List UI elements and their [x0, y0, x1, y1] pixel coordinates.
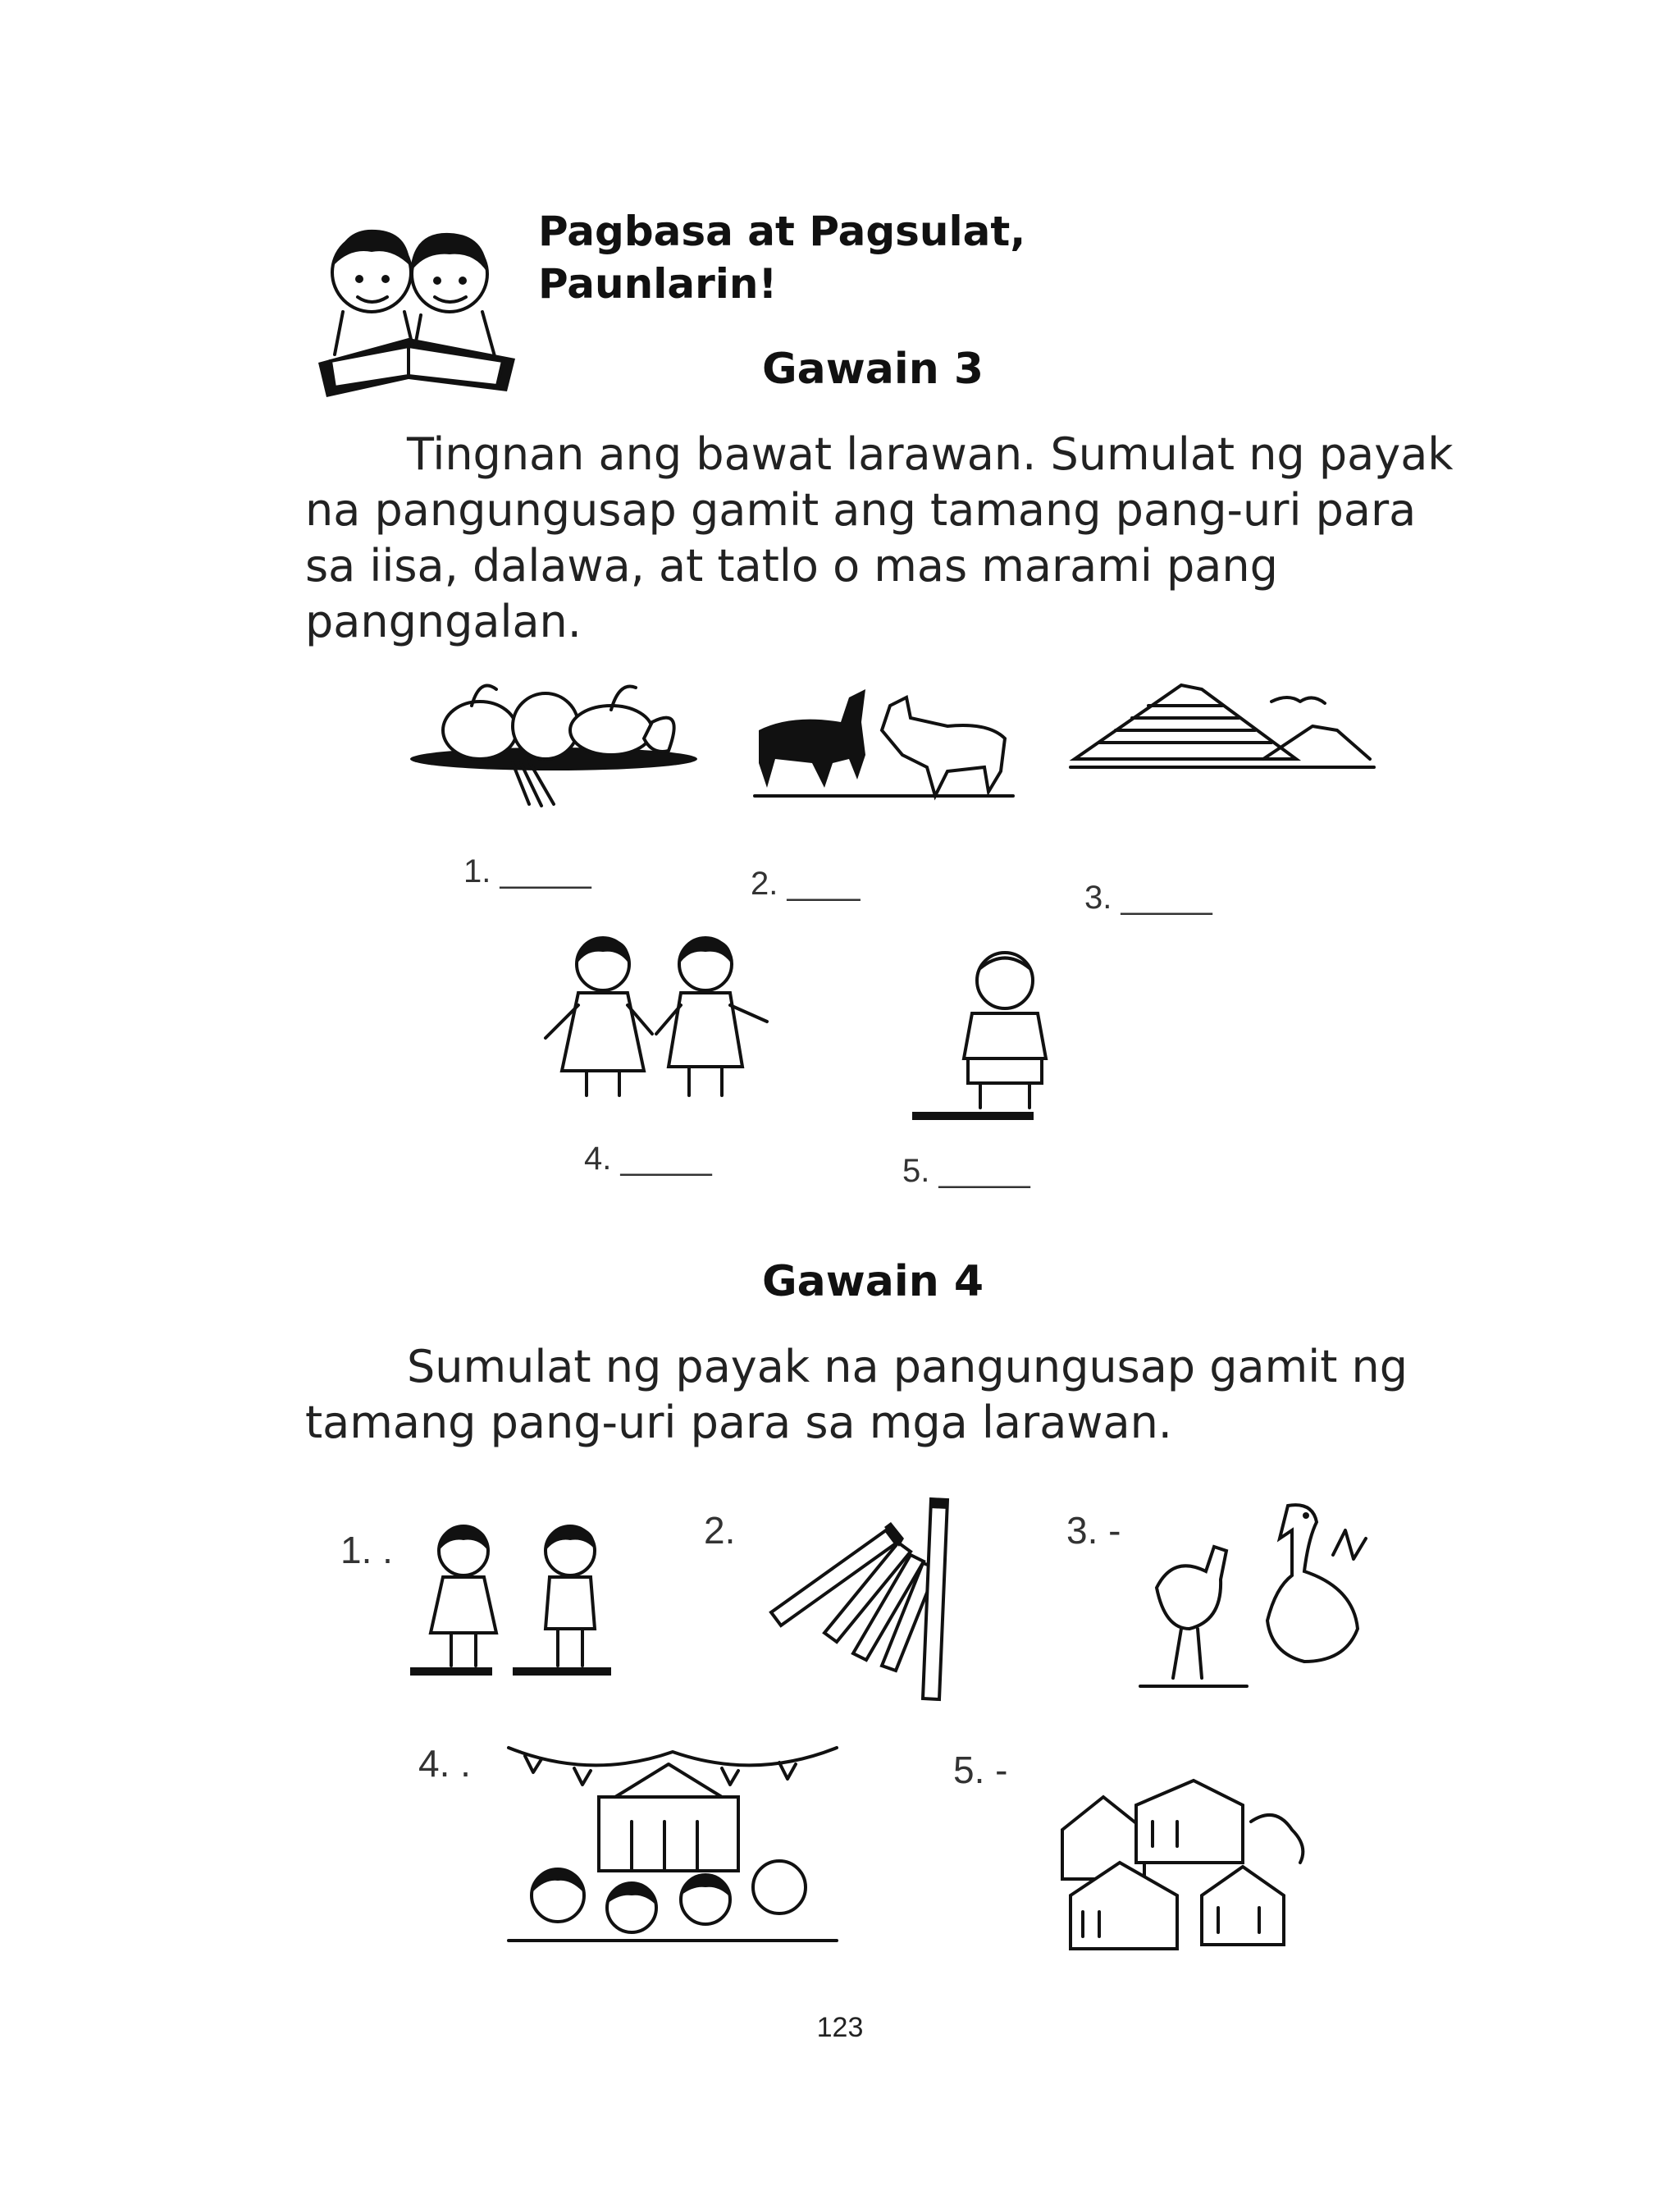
gawain3-item2-label: 2. ____ [751, 866, 861, 902]
page-number: 123 [816, 2012, 864, 2043]
module-title-line1: Pagbasa at Pagsulat, [538, 208, 1026, 255]
two-girls-image [529, 931, 792, 1104]
birds-image [1124, 1497, 1386, 1703]
boy-and-girl-students-image [406, 1518, 644, 1678]
gawain4-item1-label: 1. . [340, 1529, 393, 1571]
gawain4-instruction: Sumulat ng payak na pangungusap gamit ng tamang pang-uri para sa mga larawan. [305, 1341, 1408, 1448]
gawain3-instruction: Tingnan ang bawat larawan. Sumulat ng payak na pangungusap gamit ang tamang pang-uri para sa iisa, dalawa, at tatlo o mas marami pang pangngalan. [305, 428, 1454, 647]
vegetables-image [406, 673, 710, 812]
gawain4-item3-label: 3. - [1066, 1509, 1121, 1552]
horses-image [742, 681, 1021, 804]
module-title [538, 205, 1025, 310]
gawain4-item4-label: 4. . [418, 1742, 471, 1785]
gawain3-item3-label: 3. _____ [1084, 880, 1212, 916]
festival-crowd-image [509, 1731, 837, 1945]
mountain-image [1066, 669, 1378, 775]
pencils-image [763, 1497, 1009, 1703]
gawain4-title: Gawain 4 [761, 1257, 984, 1306]
gawain3-title: Gawain 3 [761, 345, 984, 394]
gawain3-item1-label: 1. _____ [463, 853, 591, 889]
boy-image [911, 944, 1099, 1124]
houses-image [1038, 1772, 1317, 1957]
gawain4-item2-label: 2. [704, 1509, 736, 1552]
gawain3-item5-label: 5. _____ [902, 1153, 1030, 1189]
gawain4-item5-label: 5. - [953, 1749, 1008, 1791]
module-title-line2: Paunlarin! [538, 260, 778, 308]
gawain3-item4-label: 4. _____ [584, 1141, 712, 1177]
